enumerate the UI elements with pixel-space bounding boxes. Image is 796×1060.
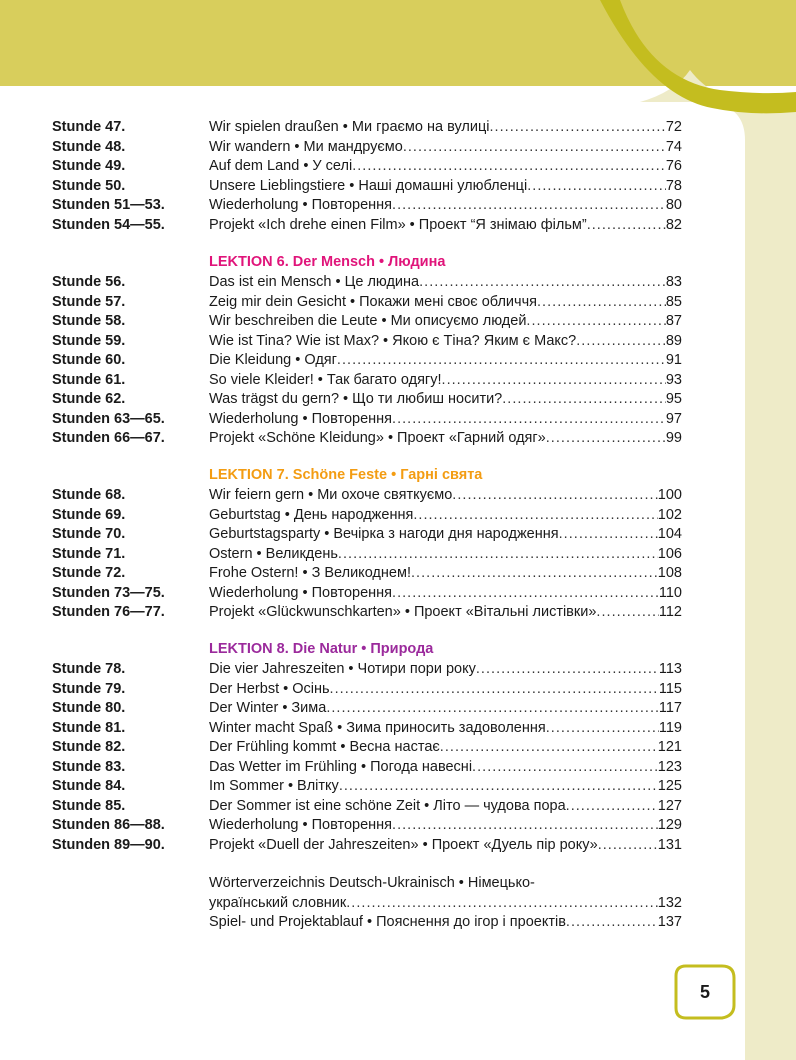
lesson-number: Stunden 86—88. bbox=[52, 817, 165, 833]
lesson-number: Stunden 89—90. bbox=[52, 837, 165, 853]
lesson-title: Auf dem Land • У селі bbox=[209, 158, 353, 174]
dot-leader bbox=[566, 913, 658, 932]
dot-leader bbox=[587, 216, 666, 235]
lesson-title: Geburtstag • День народження bbox=[209, 507, 414, 523]
page-ref: 78 bbox=[665, 178, 682, 194]
page-ref: 83 bbox=[665, 274, 682, 290]
lesson-title: Geburtstagsparty • Вечірка з нагоди дня народження bbox=[209, 526, 559, 542]
lesson-title: Die vier Jahreszeiten • Чотири пори року bbox=[209, 661, 476, 677]
dot-leader bbox=[598, 836, 658, 855]
page-ref: 76 bbox=[665, 158, 682, 174]
toc-entry bbox=[52, 506, 682, 525]
dot-leader bbox=[576, 332, 666, 351]
lesson-title: Wiederholung • Повторення bbox=[209, 197, 393, 213]
toc-entry bbox=[52, 525, 682, 544]
toc-entry bbox=[52, 738, 682, 757]
toc-entry bbox=[52, 777, 682, 796]
page-ref: 80 bbox=[665, 197, 682, 213]
lesson-title: Projekt «Schöne Kleidung» • Проект «Гарний одяг» bbox=[209, 430, 546, 446]
dot-leader bbox=[392, 196, 666, 215]
dot-leader bbox=[489, 118, 665, 137]
dot-leader bbox=[411, 564, 658, 583]
lesson-number: Stunde 68. bbox=[52, 487, 126, 503]
lesson-title: Der Frühling kommt • Весна настає bbox=[209, 739, 440, 755]
dot-leader bbox=[326, 699, 659, 718]
page-ref: 102 bbox=[657, 507, 682, 523]
dot-leader bbox=[537, 293, 666, 312]
page-number: 5 bbox=[699, 982, 710, 1002]
dot-leader bbox=[566, 797, 658, 816]
lesson-title: Im Sommer • Влітку bbox=[209, 778, 339, 794]
lesson-title: Winter macht Spaß • Зима приносить задоволення bbox=[209, 720, 546, 736]
toc-entry bbox=[52, 797, 682, 816]
toc-entry bbox=[52, 816, 682, 835]
lesson-number: Stunde 82. bbox=[52, 739, 126, 755]
dot-leader bbox=[472, 758, 658, 777]
page-ref: 112 bbox=[658, 604, 682, 620]
toc-entry bbox=[52, 545, 682, 564]
toc-entry bbox=[52, 719, 682, 738]
toc-entry bbox=[52, 758, 682, 777]
lesson-title: Das ist ein Mensch • Це людина bbox=[209, 274, 420, 290]
toc-entry bbox=[52, 660, 682, 679]
dot-leader bbox=[452, 486, 658, 505]
lesson-number: Stunden 73—75. bbox=[52, 585, 165, 601]
page-ref: 113 bbox=[658, 661, 682, 677]
toc-entry bbox=[52, 603, 682, 622]
page-ref: 137 bbox=[657, 914, 682, 930]
toc-entry bbox=[52, 293, 682, 312]
toc-entry bbox=[52, 836, 682, 855]
lesson-number: Stunde 72. bbox=[52, 565, 126, 581]
lesson-number: Stunde 58. bbox=[52, 313, 126, 329]
page-ref: 97 bbox=[665, 411, 682, 427]
dot-leader bbox=[527, 177, 666, 196]
lesson-title: Zeig mir dein Gesicht • Покажи мені своє обличчя bbox=[209, 294, 537, 310]
page-ref: 110 bbox=[658, 585, 682, 601]
appendix-game-rules: Spiel- und Projektablauf • Пояснення до ігор і проектів . . . 137 bbox=[52, 913, 682, 932]
page-ref: 104 bbox=[657, 526, 682, 542]
lesson-number: Stunde 59. bbox=[52, 333, 126, 349]
page-ref: 95 bbox=[665, 391, 682, 407]
lesson-number: Stunde 81. bbox=[52, 720, 126, 736]
dot-leader bbox=[442, 371, 666, 390]
appendix-dictionary-line: український словник . . . 132 bbox=[52, 894, 682, 913]
lesson-number: Stunde 70. bbox=[52, 526, 126, 542]
toc-entry bbox=[52, 118, 682, 137]
page-ref: 117 bbox=[658, 700, 682, 716]
lesson-title: So viele Kleider! • Так багато одягу! bbox=[209, 372, 442, 388]
section-heading: LEKTION 6. Der Mensch • Людина bbox=[209, 254, 446, 270]
lesson-number: Stunden 63—65. bbox=[52, 411, 165, 427]
toc-entry bbox=[52, 196, 682, 215]
lesson-title: Wir feiern gern • Ми охоче святкуємо bbox=[209, 487, 453, 503]
dot-leader bbox=[596, 603, 658, 622]
lesson-title: Projekt «Ich drehe einen Film» • Проект “Я знімаю фільм” bbox=[209, 217, 587, 233]
toc-entry bbox=[52, 584, 682, 603]
toc-entry bbox=[52, 157, 682, 176]
page-ref: 123 bbox=[657, 759, 682, 775]
page-ref: 108 bbox=[657, 565, 682, 581]
page-ref: 72 bbox=[665, 119, 682, 135]
lesson-number: Stunde 57. bbox=[52, 294, 126, 310]
lesson-title: Wiederholung • Повторення bbox=[209, 585, 393, 601]
lesson-number: Stunde 69. bbox=[52, 507, 126, 523]
lesson-title: Das Wetter im Frühling • Погода навесні bbox=[209, 759, 473, 775]
lesson-title: Was trägst du gern? • Що ти любиш носити? bbox=[209, 391, 503, 407]
toc-entry bbox=[52, 216, 682, 235]
lesson-title: Der Herbst • Осінь bbox=[209, 681, 330, 697]
lesson-title: Der Winter • Зима bbox=[209, 700, 327, 716]
lesson-title: Projekt «Duell der Jahreszeiten» • Проект «Дуель пір року» bbox=[209, 837, 598, 853]
page-ref: 106 bbox=[657, 546, 682, 562]
page-ref: 119 bbox=[658, 720, 682, 736]
toc-entry bbox=[52, 429, 682, 448]
page-ref: 100 bbox=[657, 487, 682, 503]
page-ref: 132 bbox=[657, 895, 682, 911]
page-ref: 121 bbox=[657, 739, 682, 755]
toc-entry bbox=[52, 486, 682, 505]
page-ref: 85 bbox=[665, 294, 682, 310]
lesson-title: Wir spielen draußen • Ми граємо на вулиці bbox=[209, 119, 490, 135]
lesson-title: Wie ist Tina? Wie ist Max? • Якою є Тіна? Яким є Макс? bbox=[209, 333, 577, 349]
lesson-number: Stunden 51—53. bbox=[52, 197, 165, 213]
lesson-title: Ostern • Великдень bbox=[209, 546, 338, 562]
dot-leader bbox=[413, 506, 657, 525]
dot-leader bbox=[476, 660, 659, 679]
lesson-title: Wir wandern • Ми мандруємо bbox=[209, 139, 403, 155]
page-ref: 91 bbox=[665, 352, 682, 368]
page-ref: 87 bbox=[665, 313, 682, 329]
lesson-number: Stunde 84. bbox=[52, 778, 126, 794]
lesson-number: Stunde 47. bbox=[52, 119, 126, 135]
lesson-number: Stunde 62. bbox=[52, 391, 126, 407]
dot-leader bbox=[440, 738, 658, 757]
dot-leader bbox=[339, 777, 658, 796]
page-ref: 82 bbox=[665, 217, 682, 233]
toc-entry bbox=[52, 138, 682, 157]
lesson-title: Frohe Ostern! • З Великоднем! bbox=[209, 565, 411, 581]
section-heading: LEKTION 7. Schöne Feste • Гарні свята bbox=[209, 467, 483, 483]
lesson-number: Stunde 60. bbox=[52, 352, 126, 368]
lesson-title: Die Kleidung • Одяг bbox=[209, 352, 337, 368]
toc-entry bbox=[52, 564, 682, 583]
lesson-title: Der Sommer ist eine schöne Zeit • Літо — чудова пора bbox=[209, 798, 566, 814]
page-ref: 74 bbox=[665, 139, 682, 155]
lesson-title: Wir beschreiben die Leute • Ми описуємо людей bbox=[209, 313, 527, 329]
toc-entry bbox=[52, 177, 682, 196]
appendix-dictionary-title: Wörterverzeichnis Deutsch-Ukrainisch • Німецько- bbox=[209, 875, 535, 891]
page-ref: 127 bbox=[657, 798, 682, 814]
lesson-title: Projekt «Glückwunschkarten» • Проект «Вітальні листівки» bbox=[209, 604, 597, 620]
lesson-number: Stunden 66—67. bbox=[52, 430, 165, 446]
toc-entry bbox=[52, 332, 682, 351]
lesson-number: Stunde 79. bbox=[52, 681, 126, 697]
page-ref: 129 bbox=[657, 817, 682, 833]
lesson-title: Wiederholung • Повторення bbox=[209, 817, 393, 833]
dot-leader bbox=[337, 351, 666, 370]
lesson-number: Stunde 48. bbox=[52, 139, 126, 155]
dot-leader bbox=[392, 584, 659, 603]
header-band bbox=[0, 0, 796, 86]
lesson-number: Stunde 61. bbox=[52, 372, 126, 388]
dot-leader bbox=[330, 680, 659, 699]
page-ref: 115 bbox=[658, 681, 682, 697]
lesson-number: Stunden 54—55. bbox=[52, 217, 165, 233]
dot-leader bbox=[526, 312, 665, 331]
toc-entry bbox=[52, 371, 682, 390]
lesson-number: Stunden 76—77. bbox=[52, 604, 165, 620]
page-ref: 99 bbox=[665, 430, 682, 446]
lesson-title: Wiederholung • Повторення bbox=[209, 411, 393, 427]
lesson-number: Stunde 71. bbox=[52, 546, 126, 562]
page-ref: 93 bbox=[665, 372, 682, 388]
section-heading: LEKTION 8. Die Natur • Природа bbox=[209, 641, 434, 657]
dot-leader bbox=[346, 894, 658, 913]
dot-leader bbox=[546, 429, 666, 448]
dot-leader bbox=[546, 719, 659, 738]
dot-leader bbox=[502, 390, 666, 409]
toc-entry bbox=[52, 680, 682, 699]
dot-leader bbox=[392, 410, 666, 429]
lesson-number: Stunde 78. bbox=[52, 661, 126, 677]
dot-leader bbox=[352, 157, 666, 176]
page-ref: 131 bbox=[657, 837, 682, 853]
toc-entry bbox=[52, 273, 682, 292]
lesson-number: Stunde 50. bbox=[52, 178, 126, 194]
dot-leader bbox=[559, 525, 658, 544]
dot-leader bbox=[338, 545, 658, 564]
lesson-number: Stunde 85. bbox=[52, 798, 126, 814]
dot-leader bbox=[403, 138, 666, 157]
toc-entry bbox=[52, 410, 682, 429]
toc-entry bbox=[52, 699, 682, 718]
toc-entry bbox=[52, 390, 682, 409]
lesson-title: Unsere Lieblingstiere • Наші домашні улюбленці bbox=[209, 178, 528, 194]
lesson-number: Stunde 80. bbox=[52, 700, 126, 716]
toc-entry bbox=[52, 312, 682, 331]
dot-leader bbox=[392, 816, 658, 835]
lesson-number: Stunde 49. bbox=[52, 158, 126, 174]
page-ref: 89 bbox=[665, 333, 682, 349]
dot-leader bbox=[419, 273, 666, 292]
toc-entry bbox=[52, 351, 682, 370]
lesson-number: Stunde 83. bbox=[52, 759, 126, 775]
page-ref: 125 bbox=[657, 778, 682, 794]
lesson-number: Stunde 56. bbox=[52, 274, 126, 290]
